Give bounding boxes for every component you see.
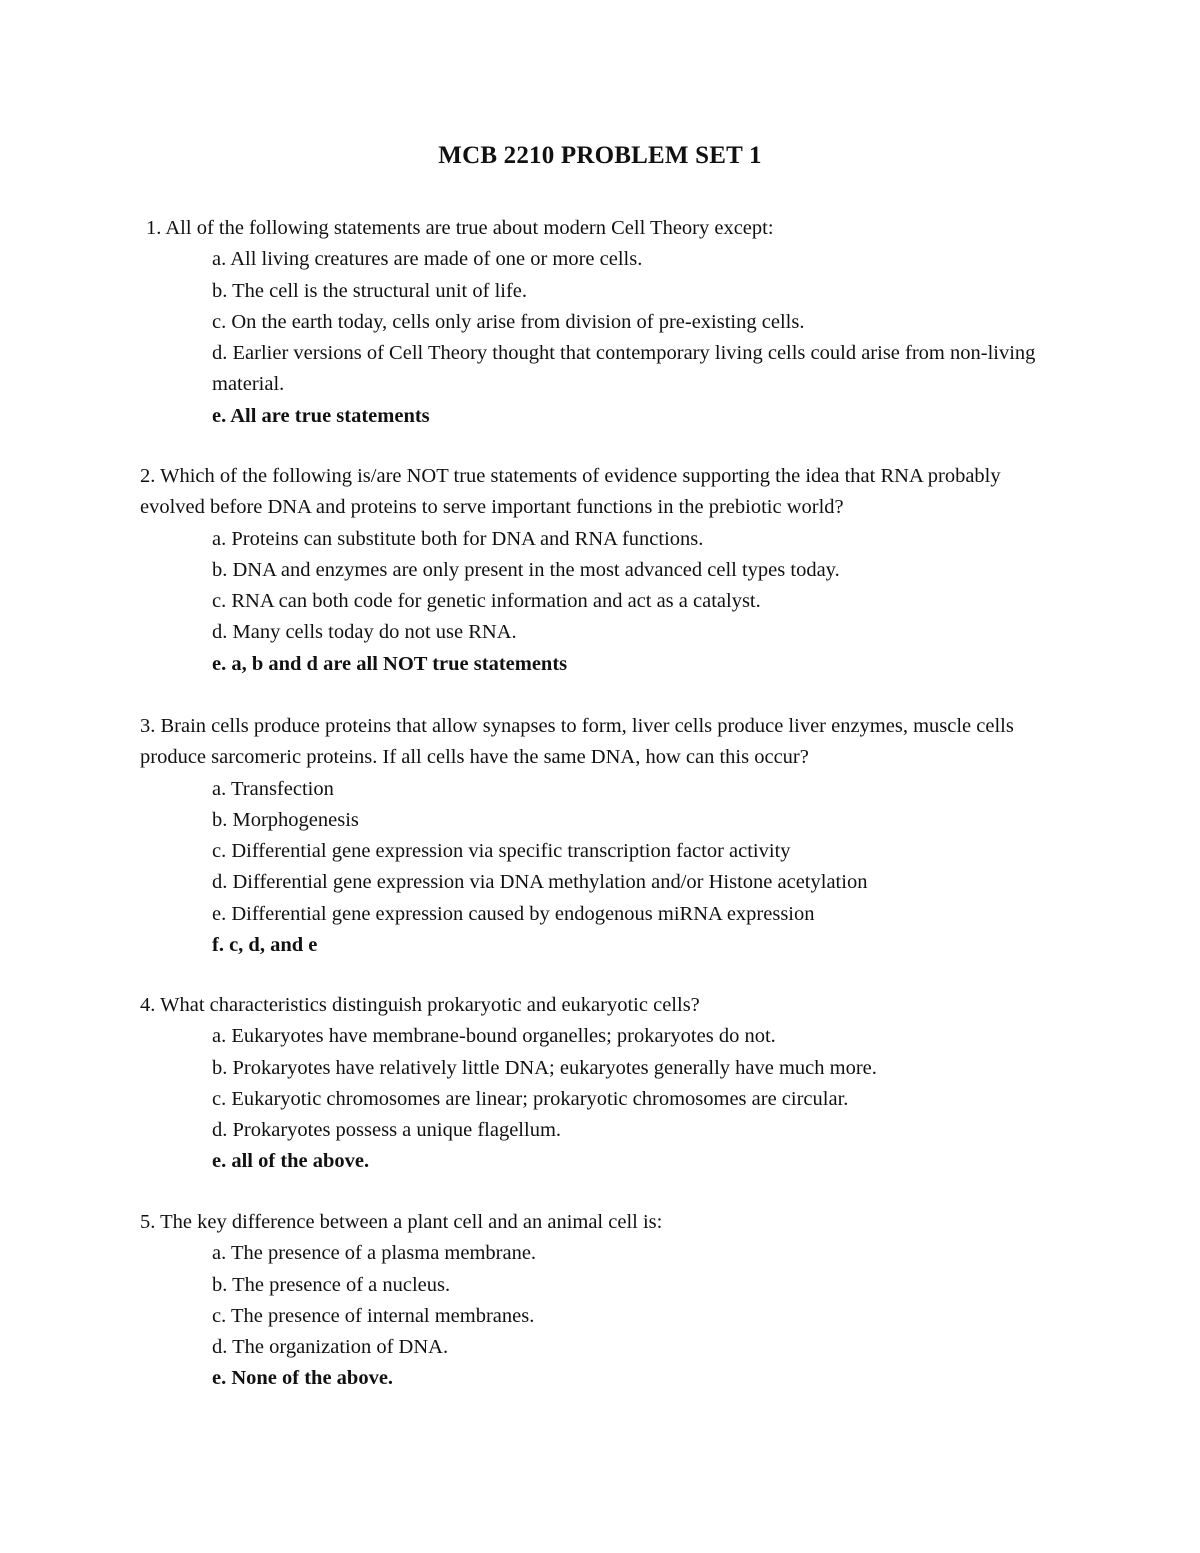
question-5-answer: e. None of the above. (212, 1367, 394, 1390)
question-4-option-b: b. Prokaryotes have relatively little DNA; eukaryotes generally have much more. (212, 1056, 877, 1079)
question-4-option-a: a. Eukaryotes have membrane-bound organelles; prokaryotes do not. (212, 1025, 776, 1048)
question-4-option-c: c. Eukaryotic chromosomes are linear; prokaryotic chromosomes are circular. (212, 1087, 849, 1110)
question-1-option-c: c. On the earth today, cells only arise from division of pre-existing cells. (212, 310, 805, 333)
question-3-option-e: e. Differential gene expression caused by endogenous miRNA expression (212, 902, 815, 925)
question-5-stem: 5. The key difference between a plant cell and an animal cell is: (140, 1211, 663, 1233)
question-5-options (140, 1238, 1070, 1394)
question-4 (140, 990, 1070, 1178)
question-3 (140, 711, 1070, 961)
question-3-option-c: c. Differential gene expression via specific transcription factor activity (212, 840, 791, 863)
question-5 (140, 1207, 1070, 1395)
question-4-answer: e. all of the above. (212, 1150, 370, 1173)
question-2-answer: e. a, b and d are all NOT true statements (212, 652, 568, 675)
question-3-option-d: d. Differential gene expression via DNA methylation and/or Histone acetylation (212, 871, 868, 894)
question-3-option-a: a. Transfection (212, 777, 334, 800)
question-2-options (140, 524, 1070, 680)
question-3-answer: f. c, d, and e (212, 934, 318, 957)
page-title: MCB 2210 PROBLEM SET 1 (438, 142, 762, 169)
question-1-options (140, 244, 1070, 432)
question-5-option-b: b. The presence of a nucleus. (212, 1273, 451, 1296)
question-3-option-b: b. Morphogenesis (212, 808, 359, 831)
question-2 (140, 461, 1070, 680)
question-5-option-a: a. The presence of a plasma membrane. (212, 1242, 537, 1265)
question-2-option-d: d. Many cells today do not use RNA. (212, 621, 517, 644)
question-1 (140, 213, 1070, 432)
question-3-stem: 3. Brain cells produce proteins that allow synapses to form, liver cells produce liver enzymes, muscle cells produce sarcomeric proteins. If all cells have the same DNA, how can this occur? (140, 715, 1014, 769)
question-1-option-d: d. Earlier versions of Cell Theory thought that contemporary living cells could arise from non-living material. (212, 342, 1036, 396)
question-2-option-c: c. RNA can both code for genetic information and act as a catalyst. (212, 590, 761, 613)
question-1-answer: e. All are true statements (212, 404, 430, 427)
question-1-option-b: b. The cell is the structural unit of life. (212, 279, 528, 302)
question-5-option-c: c. The presence of internal membranes. (212, 1304, 535, 1327)
question-4-stem: 4. What characteristics distinguish prokaryotic and eukaryotic cells? (140, 994, 700, 1016)
question-1-option-a: a. All living creatures are made of one or more cells. (212, 248, 643, 271)
question-5-option-d: d. The organization of DNA. (212, 1336, 449, 1359)
question-4-option-d: d. Prokaryotes possess a unique flagellum. (212, 1119, 562, 1142)
question-2-option-b: b. DNA and enzymes are only present in the most advanced cell types today. (212, 558, 840, 581)
question-2-stem: 2. Which of the following is/are NOT true statements of evidence supporting the idea that RNA probably evolved before DNA and proteins to serve important functions in the prebiotic world? (140, 465, 1001, 519)
question-2-option-a: a. Proteins can substitute both for DNA and RNA functions. (212, 527, 704, 550)
question-4-options (140, 1021, 1070, 1177)
question-3-options (140, 774, 1070, 962)
question-1-stem: 1. All of the following statements are true about modern Cell Theory except: (146, 217, 774, 239)
